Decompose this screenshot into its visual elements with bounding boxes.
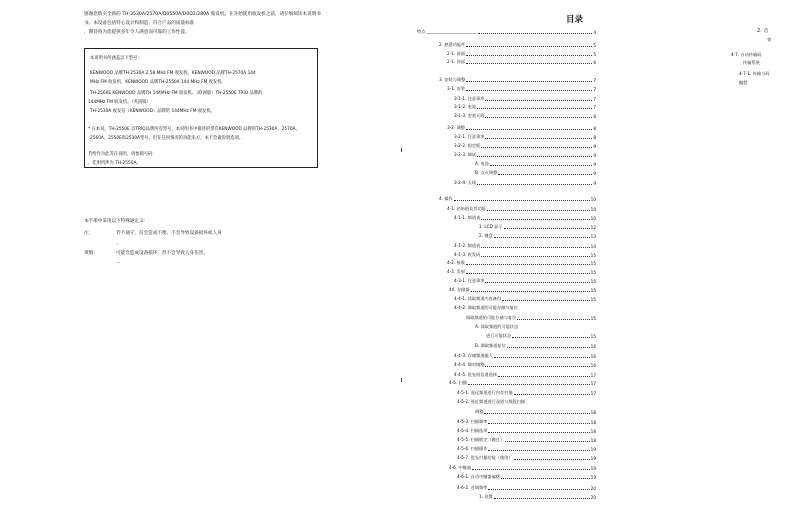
toc-page-number: 16: [590, 363, 596, 368]
toc-entry[interactable]: [475, 409, 596, 415]
toc-leader-dots: [504, 228, 590, 229]
toc-page-number: 19: [590, 456, 596, 461]
toc-entry[interactable]: [475, 343, 596, 349]
toc-entry[interactable]: [466, 315, 596, 321]
toc-entry[interactable]: [457, 485, 596, 491]
toc-entry[interactable]: [454, 215, 596, 221]
model-notice-box: [84, 48, 318, 168]
toc-entry-label: 4-6-1. 自动中继器偏移: [457, 474, 500, 479]
toc-entry-label: 44. 存储器: [449, 287, 470, 292]
toc-entry-label: A. 读取频道的可能状态: [475, 324, 519, 329]
toc-page-number: 10: [590, 197, 596, 202]
toc-page-number: 5: [593, 43, 596, 48]
toc-leader-dots: [481, 256, 589, 257]
toc-leader-dots: [466, 90, 592, 91]
toc-entry-label: 调整: [475, 409, 484, 414]
toc-page-number: 19: [590, 475, 596, 480]
toc-leader-dots: [472, 469, 590, 470]
notice-line: 144MHz FM 收发机。（英国版）: [88, 100, 151, 105]
toc-page-number: 15: [590, 334, 596, 339]
toc-leader-dots: [466, 81, 592, 82]
notice-line: TH-2530A 收发信（KENWOOD）品牌的 144MHz FM 收发机。: [90, 109, 215, 114]
toc-entry-label: 4-1-3. 收发码: [454, 252, 481, 257]
margin-mark: [401, 148, 402, 152]
toc-entry-label: 4-4-1. 读取频道内容备份: [454, 296, 502, 301]
margin-mark: [401, 378, 402, 382]
toc-entry-label: 特点 ________________________: [417, 29, 477, 34]
toc-entry-label: 3-2-4. 天线: [454, 180, 477, 185]
toc-entry[interactable]: [447, 86, 596, 92]
toc-entry[interactable]: [454, 278, 596, 284]
toc-entry-label: 3-1. 安装: [447, 86, 465, 91]
toc-entry-label: 4-6-2. 音调频率: [457, 485, 488, 490]
toc-page-number: 8: [593, 114, 596, 119]
notice-footer-line: 。佳明所涉为 TH-2550A。: [88, 161, 141, 166]
toc-page-number: 7: [593, 97, 596, 102]
toc-page-number: 7: [593, 87, 596, 92]
toc-entry[interactable]: [454, 134, 596, 140]
toc-page-number: 18: [590, 438, 596, 443]
fragment-line: 2. 音: [757, 28, 769, 34]
toc-leader-dots: [466, 55, 592, 56]
toc-entry-label: 2-1. 顶部: [447, 59, 465, 64]
toc-page-number: 15: [590, 261, 596, 266]
toc-leader-dots: [471, 291, 590, 292]
toc-page-number: 19: [590, 466, 596, 471]
toc-entry[interactable]: [457, 446, 596, 452]
toc-entry-label: B. 点火调整: [475, 170, 498, 175]
fragment-line: 传输系统: [743, 60, 760, 65]
toc-page-number: 9: [593, 162, 596, 167]
toc-entry-label: 4-2. 接收: [447, 260, 465, 265]
convention-label: 须慎：: [84, 251, 98, 256]
toc-leader-dots: [477, 156, 592, 157]
toc-entry-label: 4-1-1. 频道表: [454, 215, 481, 220]
toc-page-number: 18: [590, 429, 596, 434]
toc-entry[interactable]: [454, 252, 596, 258]
toc-leader-dots: [477, 184, 592, 185]
toc-entry-label: 4-5-1. 遥远频道进行内存扫描: [457, 390, 513, 395]
toc-entry[interactable]: [457, 390, 596, 396]
toc-entry[interactable]: [447, 206, 596, 212]
toc-entry[interactable]: [457, 428, 596, 434]
toc-entry[interactable]: [454, 243, 596, 249]
toc-entry[interactable]: [454, 372, 596, 378]
toc-leader-dots: [498, 174, 592, 175]
toc-leader-dots: [478, 33, 592, 34]
toc-entry-label: 4-6. 中继器: [449, 465, 472, 470]
toc-entry-label: 4. 操作: [439, 196, 453, 201]
toc-entry[interactable]: [454, 305, 596, 311]
toc-leader-dots: [494, 498, 590, 499]
toc-page-number: 13: [590, 234, 596, 239]
toc-entry-label: 4-5-5. 扫描锁定（跳过）: [457, 437, 505, 442]
toc-page-number: 20: [590, 486, 596, 491]
toc-page-number: 15: [590, 270, 596, 275]
toc-entry-label: A. 电池: [475, 161, 489, 166]
toc-leader-dots: [501, 478, 590, 479]
toc-leader-dots: [485, 282, 589, 283]
toc-entry[interactable]: [475, 170, 596, 176]
toc-leader-dots: [512, 337, 590, 338]
toc-leader-dots: [481, 247, 589, 248]
toc-leader-dots: [514, 394, 590, 395]
toc-entry-label: 4-5-2. 遥近频道进行双道与频段扫描: [457, 399, 526, 404]
toc-leader-dots: [514, 459, 590, 460]
toc-page-number: 10: [590, 207, 596, 212]
toc-page-number: 10: [590, 216, 596, 221]
toc-entry-label: B. 调取频道复位: [475, 343, 506, 348]
conventions-heading: 本手册中采用以下特殊通定义：: [84, 219, 149, 224]
toc-entry[interactable]: [454, 296, 596, 302]
toc-page-number: 17: [590, 391, 596, 396]
fragment-line: 4-7-1. 传输与码: [739, 71, 770, 76]
toc-entry-label: 3. 安装与调整: [439, 77, 466, 82]
toc-entry-label: 4-4-4. 调对调整: [454, 362, 485, 367]
toc-entry[interactable]: [447, 51, 596, 57]
toc-leader-dots: [494, 237, 590, 238]
toc-leader-dots: [488, 423, 589, 424]
notice-line: MHz FM 收发机，KENWOOD 品牌TH-2550A 144 MHz FM 收发机。: [90, 80, 226, 85]
toc-entry-label: 3-2-2. 固定板: [454, 143, 481, 148]
toc-leader-dots: [488, 489, 589, 490]
toc-entry[interactable]: [454, 152, 596, 158]
toc-page-number: 18: [590, 420, 596, 425]
toc-entry-label: 4-1-2. 频道表: [454, 243, 481, 248]
toc-page-number: 19: [590, 447, 596, 452]
toc-entry[interactable]: [454, 96, 596, 102]
toc-page-number: 9: [593, 171, 596, 176]
toc-entry-label: 3-2. 调整: [447, 125, 465, 130]
toc-entry[interactable]: [454, 104, 596, 110]
intro-line-2: 书。本设备包括特心设计和制造，符合产品的质量标准: [84, 21, 195, 26]
toc-page-number: 15: [590, 288, 596, 293]
convention-text: ...: [116, 260, 121, 265]
toc-entry-label: 2. 熟悉功能件: [439, 42, 466, 47]
toc-entry[interactable]: [457, 399, 596, 405]
toc-entry-label: 3-1-2. 电池: [454, 104, 477, 109]
toc-entry[interactable]: [439, 196, 596, 202]
toc-entry[interactable]: [447, 269, 596, 275]
toc-entry-label: 4-5-7. 优先扫描功能（使用）: [457, 455, 513, 460]
convention-text: 若不通守，仅会造成不便，不会导致设备损坏或人身: [116, 231, 222, 236]
toc-leader-dots: [481, 219, 589, 220]
intro-line-3: ，期待将为您提供多年令人满意而可靠的工作性能。: [84, 30, 190, 35]
toc-entry-label: 2. 键盘: [479, 233, 493, 238]
toc-entry[interactable]: [457, 474, 596, 480]
toc-page-number: 20: [590, 495, 596, 500]
notice-line: TH-2560E KENWOOD 品牌TH 144MHz FM 收发机。（欧洲版）TH-2550E TRIO 品牌的: [90, 91, 263, 96]
toc-page-number: 17: [590, 373, 596, 378]
intro-line-1: 感谢您购买全新的 TH-3530A/2570A/D0550A/D0D2/280A 收发机。在开始使用收发机之前，请仔细阅读本说明书: [84, 12, 321, 17]
toc-page-number: 9: [593, 181, 596, 186]
toc-entry[interactable]: [475, 324, 596, 330]
toc-leader-dots: [484, 413, 589, 414]
toc-entry-label: 2-1. 前面: [447, 51, 465, 56]
toc-leader-dots: [507, 347, 590, 348]
toc-entry[interactable]: [479, 224, 596, 230]
toc-page-number: 9: [593, 153, 596, 158]
toc-entry-label: 3-1-3. 安装天线: [454, 113, 485, 118]
toc-leader-dots: [502, 300, 589, 301]
notice-title: 本说明书所涵盖以下型号：: [90, 56, 142, 61]
toc-leader-dots: [494, 357, 590, 358]
toc-entry-label: 4-5-6. 扫描操作: [457, 446, 488, 451]
notice-footer-line: 若给作为此等在说明，请参阅号码：: [88, 152, 157, 157]
toc-leader-dots: [488, 450, 589, 451]
toc-leader-dots: [454, 200, 590, 201]
toc-leader-dots: [466, 273, 590, 274]
toc-entry-label: 4-5-4. 扫描选项: [457, 428, 488, 433]
toc-page-number: 9: [593, 144, 596, 149]
toc-entry[interactable]: [454, 353, 596, 359]
toc-leader-dots: [485, 117, 592, 118]
toc-title: 目录: [566, 15, 584, 25]
toc-page-number: 15: [590, 297, 596, 302]
toc-entry[interactable]: [479, 233, 596, 239]
toc-entry-label: 4-4-5. 优先权信道选择: [454, 372, 497, 377]
toc-page-number: 15: [590, 316, 596, 321]
toc-entry[interactable]: [439, 77, 596, 83]
toc-leader-dots: [466, 46, 592, 47]
notice-note-line: 2560A、2550E和2530A型号。但在任何情况的功能来方，本不会做说明选项。: [90, 136, 244, 141]
toc-leader-dots: [466, 129, 592, 130]
toc-entry-label: 4-1. 初始值及其功能: [447, 206, 486, 211]
toc-leader-dots: [468, 384, 590, 385]
toc-page-number: 16: [590, 354, 596, 359]
toc-leader-dots: [505, 441, 589, 442]
toc-leader-dots: [485, 366, 589, 367]
toc-page-number: 8: [593, 135, 596, 140]
toc-entry[interactable]: [457, 455, 596, 461]
toc-entry[interactable]: [454, 180, 596, 186]
toc-leader-dots: [485, 138, 592, 139]
convention-text: 。: [116, 241, 121, 246]
toc-page-number: 8: [593, 126, 596, 131]
fragment-line: 编程: [739, 80, 748, 85]
notice-note-line: * 在本说，TH-2550E 以TRIO品牌所有型号。本说明书中描述的带有KENWOOD 品牌的TH-2530A、2570A、: [88, 127, 300, 132]
toc-entry-label: 3-2-1. 注意事项: [454, 134, 485, 139]
toc-leader-dots: [477, 108, 592, 109]
toc-leader-dots: [466, 63, 592, 64]
fragment-line: 4-7. 自动传输码: [731, 52, 762, 57]
notice-line: KENWOOD 品牌TH-2530A 2.58 MHz FM 收发机，KENWOOD 品牌TH-2570A 144: [90, 71, 256, 76]
toc-entry-label: 4-4-2. 调取频道的可能存储与复位: [454, 305, 518, 310]
toc-leader-dots: [488, 432, 589, 433]
toc-entry[interactable]: [439, 42, 596, 48]
toc-entry[interactable]: [447, 59, 596, 65]
toc-leader-dots: [517, 319, 589, 320]
toc-entry-label: 4-5-3. 扫描频率: [457, 419, 488, 424]
fragment-line: 效: [767, 37, 772, 42]
toc-entry-label: 4-3-1. 注意事项: [454, 278, 485, 283]
toc-page-number: 14: [590, 244, 596, 249]
toc-page-number: 6: [593, 60, 596, 65]
toc-leader-dots: [498, 376, 590, 377]
convention-text: 可能会造成设备损坏，但不会导致人身伤害。: [116, 251, 208, 256]
toc-entry-label: 4-4-3. 存储频道输入: [454, 353, 493, 358]
toc-entry[interactable]: [457, 419, 596, 425]
toc-entry[interactable]: [449, 380, 596, 386]
toc-entry[interactable]: [475, 161, 596, 167]
toc-entry[interactable]: [454, 143, 596, 149]
toc-entry-label: 4-5. 扫描: [449, 380, 467, 385]
toc-leader-dots: [485, 100, 592, 101]
toc-page-number: 15: [590, 279, 596, 284]
toc-page-number: 16: [590, 344, 596, 349]
toc-entry[interactable]: [449, 465, 596, 471]
toc-entry-label: 进行可能状态: [486, 333, 512, 338]
toc-entry[interactable]: [454, 113, 596, 119]
toc-leader-dots: [487, 210, 590, 211]
toc-entry[interactable]: [457, 437, 596, 443]
toc-page-number: 18: [590, 410, 596, 415]
toc-entry-label: 1. LCD 显示: [479, 224, 503, 229]
toc-entry-label: 1. 设置: [479, 494, 493, 499]
toc-entry-label: 3-2-3. 调试: [454, 152, 477, 157]
toc-entry[interactable]: [417, 29, 596, 35]
toc-leader-dots: [466, 264, 590, 265]
toc-page-number: 4: [593, 30, 596, 35]
toc-page-number: 7: [593, 78, 596, 83]
toc-entry-label: 4-3. 发射: [447, 269, 465, 274]
toc-entry[interactable]: [447, 125, 596, 131]
convention-label: 注：: [84, 231, 94, 236]
toc-leader-dots: [490, 165, 592, 166]
toc-entry[interactable]: [449, 287, 596, 293]
toc-page-number: 7: [593, 105, 596, 110]
toc-entry-label: 3-1-1. 注意事项: [454, 96, 485, 101]
toc-page-number: 15: [590, 253, 596, 258]
toc-entry[interactable]: [447, 260, 596, 266]
toc-page-number: 12: [590, 225, 596, 230]
toc-entry[interactable]: [454, 362, 596, 368]
toc-page-number: 5: [593, 52, 596, 57]
toc-page-number: 17: [590, 381, 596, 386]
toc-entry[interactable]: [486, 333, 596, 339]
toc-entry[interactable]: [479, 494, 596, 500]
toc-leader-dots: [481, 147, 592, 148]
toc-entry-label: 调取频道的可能存储与复位: [466, 315, 517, 320]
